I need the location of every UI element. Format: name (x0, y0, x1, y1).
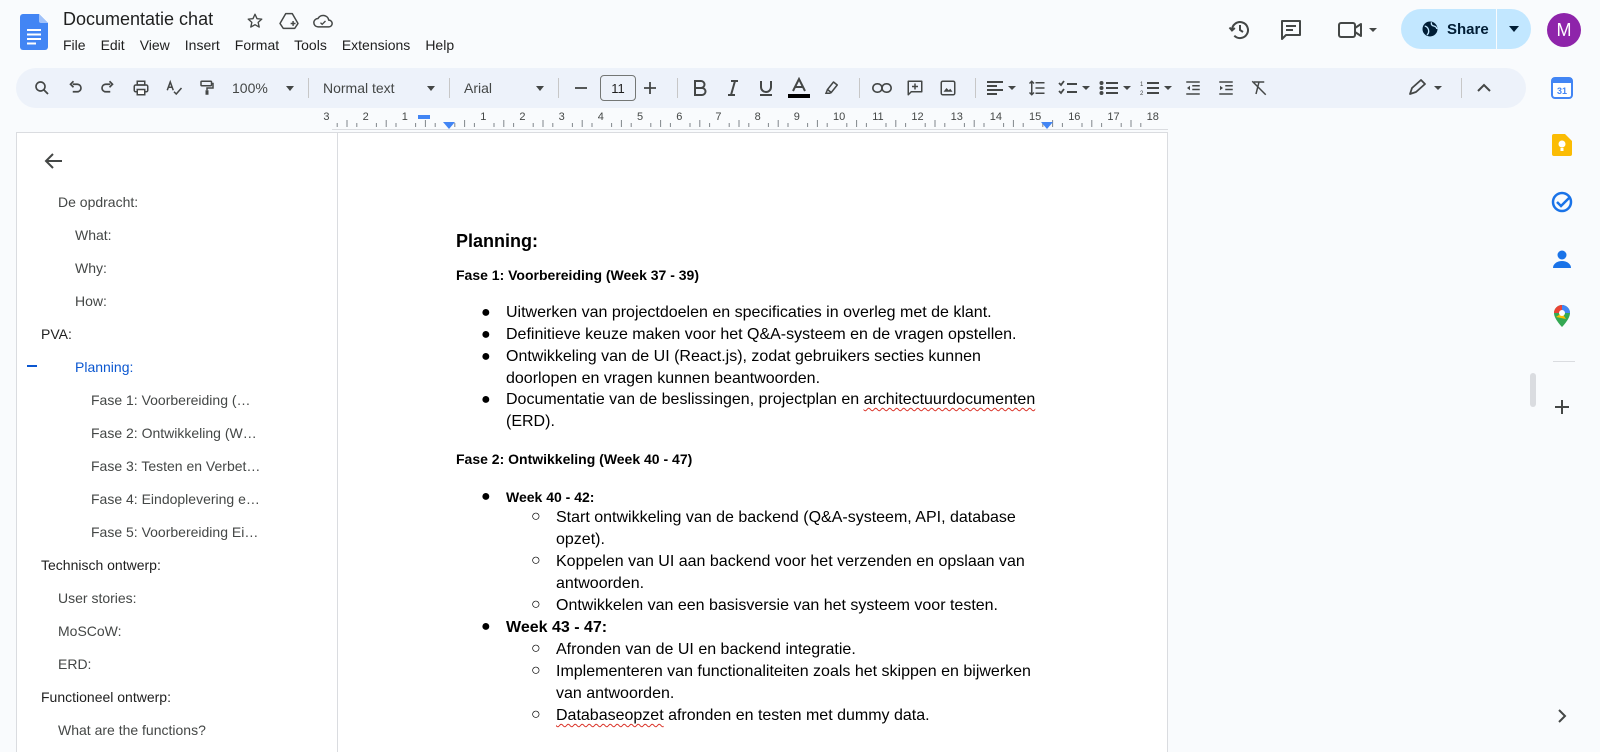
line-spacing-icon[interactable] (1023, 74, 1051, 102)
back-arrow-icon[interactable] (41, 148, 67, 174)
sub-list-item-continuation: antwoorden. (556, 575, 645, 592)
zoom-select[interactable] (226, 74, 300, 102)
sub-list-item-continuation: opzet). (556, 531, 605, 548)
outline-item-technisch-ontwerp[interactable]: Technisch ontwerp: (41, 557, 161, 573)
bulleted-list-icon[interactable] (1097, 74, 1133, 102)
show-side-panel-icon[interactable] (1548, 702, 1576, 730)
underline-icon[interactable] (752, 74, 780, 102)
font-size-input[interactable]: 11 (600, 75, 636, 101)
sub-list-item: Koppelen van UI aan backend voor het verzenden en opslaan van (556, 553, 1025, 570)
bullet-dot: ● (481, 304, 491, 321)
toolbar (16, 68, 1526, 108)
outline-item-fase-5[interactable]: Fase 5: Voorbereiding Ei… (91, 524, 259, 540)
title-bar (0, 0, 1600, 64)
menu-extensions[interactable]: Extensions (341, 37, 411, 53)
first-line-indent-marker[interactable] (418, 115, 430, 119)
insert-link-icon[interactable] (868, 74, 896, 102)
cloud-saved-icon[interactable] (312, 10, 334, 32)
outline-item-how[interactable]: How: (75, 293, 107, 309)
docs-logo-icon[interactable] (20, 14, 48, 50)
misspelled-word[interactable]: Databaseopzet (556, 707, 664, 724)
ruler-label: 3 (558, 111, 565, 123)
ruler-label: 9 (793, 111, 800, 123)
paragraph-style-select[interactable] (317, 74, 441, 102)
week-label: Week 40 - 42: (506, 489, 595, 505)
decrease-font-size-icon[interactable] (567, 74, 595, 102)
move-to-drive-icon[interactable] (278, 10, 300, 32)
globe-icon (1421, 20, 1439, 38)
outline-item-why[interactable]: Why: (75, 260, 107, 276)
menu-tools[interactable]: Tools (294, 37, 327, 53)
svg-text:31: 31 (1556, 86, 1568, 96)
ruler-label: 2 (519, 111, 526, 123)
menu-file[interactable]: File (63, 37, 86, 53)
sub-list-item: Afronden van de UI en backend integratie. (556, 641, 856, 658)
ruler-label: 3 (323, 111, 330, 123)
outline-item-erd[interactable]: ERD: (58, 656, 92, 672)
share-dropdown-icon[interactable] (1497, 9, 1531, 49)
avatar[interactable]: M (1547, 13, 1581, 47)
sub-list-item (556, 705, 930, 727)
undo-icon[interactable] (61, 74, 89, 102)
bullet-circle: ○ (531, 508, 541, 525)
outline-item-what[interactable]: What: (75, 227, 112, 243)
outline-item-fase-1[interactable]: Fase 1: Voorbereiding (… (91, 392, 251, 408)
ruler-label: 13 (950, 111, 963, 123)
bullet-dot: ● (481, 391, 491, 408)
maps-icon[interactable] (1548, 302, 1576, 330)
outline-item-fase-3[interactable]: Fase 3: Testen en Verbet… (91, 458, 261, 474)
svg-text:1: 1 (1140, 82, 1144, 88)
paint-format-icon[interactable] (193, 74, 221, 102)
bullet-dot: ● (481, 348, 491, 365)
bullet-dot: ● (481, 618, 491, 635)
meet-call-icon[interactable] (1334, 16, 1384, 44)
outline-item-moscow[interactable]: MoSCoW: (58, 623, 122, 639)
ruler-label: 1 (401, 111, 408, 123)
ruler-label: 17 (1107, 111, 1120, 123)
outline-item-fase-4[interactable]: Fase 4: Eindoplevering e… (91, 491, 260, 507)
list-item (506, 389, 1035, 411)
sub-list-item: Implementeren van functionaliteiten zoals het skippen en bijwerken (556, 663, 1031, 680)
print-icon[interactable] (127, 74, 155, 102)
menu-help[interactable]: Help (425, 37, 455, 53)
ruler-label: 1 (480, 111, 487, 123)
bold-icon[interactable] (686, 74, 714, 102)
star-icon[interactable] (244, 10, 266, 32)
redo-icon[interactable] (94, 74, 122, 102)
outline-item-de-opdracht[interactable]: De opdracht: (58, 194, 139, 210)
chevron-down-icon (286, 86, 294, 91)
font-select[interactable] (458, 74, 550, 102)
list-item-continuation: (ERD). (506, 413, 555, 430)
menu-format[interactable]: Format (234, 37, 280, 53)
document-outline (16, 132, 338, 752)
highlight-color-icon[interactable] (818, 74, 846, 102)
side-panel (1526, 64, 1600, 752)
list-item-continuation: doorlopen en vragen kunnen beantwoorden. (506, 370, 821, 387)
paragraph-style-value: Normal text (323, 80, 395, 96)
week-label: Week 43 - 47: (506, 619, 608, 636)
comments-icon[interactable] (1277, 16, 1305, 44)
share-label: Share (1447, 20, 1489, 38)
ruler-label: 12 (911, 111, 924, 123)
ruler-label: 18 (1146, 111, 1159, 123)
increase-indent-icon[interactable] (1212, 74, 1240, 102)
menu-view[interactable]: View (139, 37, 170, 53)
bullet-dot: ● (481, 488, 491, 505)
active-outline-marker (27, 365, 37, 367)
increase-font-size-icon[interactable] (636, 74, 664, 102)
hide-menus-icon[interactable] (1470, 74, 1498, 102)
outline-item-user-stories[interactable]: User stories: (58, 590, 137, 606)
list-item-text: Documentatie van de beslissingen, projectplan en (506, 391, 864, 408)
horizontal-ruler[interactable] (323, 111, 1168, 131)
font-value: Arial (464, 80, 493, 96)
bullet-circle: ○ (531, 662, 541, 679)
clear-formatting-icon[interactable] (1245, 74, 1273, 102)
tasks-icon[interactable] (1548, 188, 1576, 216)
outline-item-functioneel-ontwerp[interactable]: Functioneel ontwerp: (41, 689, 171, 705)
checklist-icon[interactable] (1056, 74, 1092, 102)
sub-list-item: Ontwikkelen van een basisversie van het systeem voor testen. (556, 597, 998, 614)
outline-item-functions[interactable]: What are the functions? (58, 722, 206, 738)
ruler-label: 16 (1068, 111, 1081, 123)
bullet-circle: ○ (531, 706, 541, 723)
text-color-icon[interactable] (785, 74, 813, 102)
menu-insert[interactable]: Insert (184, 37, 220, 53)
bullet-circle: ○ (531, 552, 541, 569)
zoom-value: 100% (232, 80, 268, 96)
add-comment-icon[interactable] (901, 74, 929, 102)
keep-icon[interactable] (1548, 131, 1576, 159)
heading-planning: Planning: (456, 231, 538, 251)
add-addon-icon[interactable] (1548, 393, 1576, 421)
misspelled-word[interactable]: architectuurdocumenten (863, 391, 1036, 408)
ruler-label: 8 (754, 111, 761, 123)
outline-item-pva[interactable]: PVA: (41, 326, 72, 342)
document-title[interactable]: Documentatie chat (63, 9, 214, 29)
list-item: Definitieve keuze maken voor het Q&A-systeem en de vragen opstellen. (506, 326, 1017, 343)
share-button[interactable] (1401, 9, 1531, 49)
bullet-circle: ○ (531, 640, 541, 657)
sub-list-item-text: afronden en testen met dummy data. (663, 707, 930, 724)
ruler-label: 15 (1029, 111, 1042, 123)
version-history-icon[interactable] (1226, 16, 1254, 44)
search-menus-icon[interactable] (28, 74, 56, 102)
italic-icon[interactable] (719, 74, 747, 102)
sub-list-item: Start ontwikkeling van de backend (Q&A-systeem, API, database (556, 509, 1016, 526)
ruler-label: 10 (833, 111, 846, 123)
editing-mode-icon[interactable] (1406, 74, 1446, 102)
spellcheck-icon[interactable] (160, 74, 188, 102)
outline-item-planning[interactable]: Planning: (75, 359, 134, 375)
menu-edit[interactable]: Edit (100, 37, 125, 53)
ruler-label: 4 (597, 111, 604, 123)
ruler-label: 5 (637, 111, 644, 123)
bullet-dot: ● (481, 326, 491, 343)
chevron-down-icon (427, 86, 435, 91)
calendar-icon[interactable] (1548, 74, 1576, 102)
align-left-icon[interactable] (984, 74, 1018, 102)
ruler-label: 6 (676, 111, 683, 123)
list-item: Ontwikkeling van de UI (React.js), zodat gebruikers secties kunnen (506, 348, 981, 365)
insert-image-icon[interactable] (934, 74, 962, 102)
document-page[interactable] (338, 132, 1168, 752)
ruler-label: 11 (872, 111, 884, 123)
list-item: Uitwerken van projectdoelen en specificaties in overleg met de klant. (506, 304, 992, 321)
heading-fase-2: Fase 2: Ontwikkeling (Week 40 - 47) (456, 451, 693, 467)
heading-fase-1: Fase 1: Voorbereiding (Week 37 - 39) (456, 267, 700, 283)
bullet-circle: ○ (531, 596, 541, 613)
ruler-label: 14 (989, 111, 1003, 123)
ruler-ticks (332, 111, 1168, 131)
numbered-list-icon[interactable] (1138, 74, 1174, 102)
sub-list-item-continuation: van antwoorden. (556, 685, 675, 702)
left-indent-marker[interactable] (443, 122, 455, 129)
svg-text:2: 2 (1140, 91, 1144, 96)
contacts-icon[interactable] (1548, 245, 1576, 273)
menu-bar (63, 37, 469, 53)
ruler-label: 2 (362, 111, 369, 123)
decrease-indent-icon[interactable] (1179, 74, 1207, 102)
ruler-label: 7 (715, 111, 722, 123)
chevron-down-icon (536, 86, 544, 91)
outline-item-fase-2[interactable]: Fase 2: Ontwikkeling (W… (91, 425, 257, 441)
